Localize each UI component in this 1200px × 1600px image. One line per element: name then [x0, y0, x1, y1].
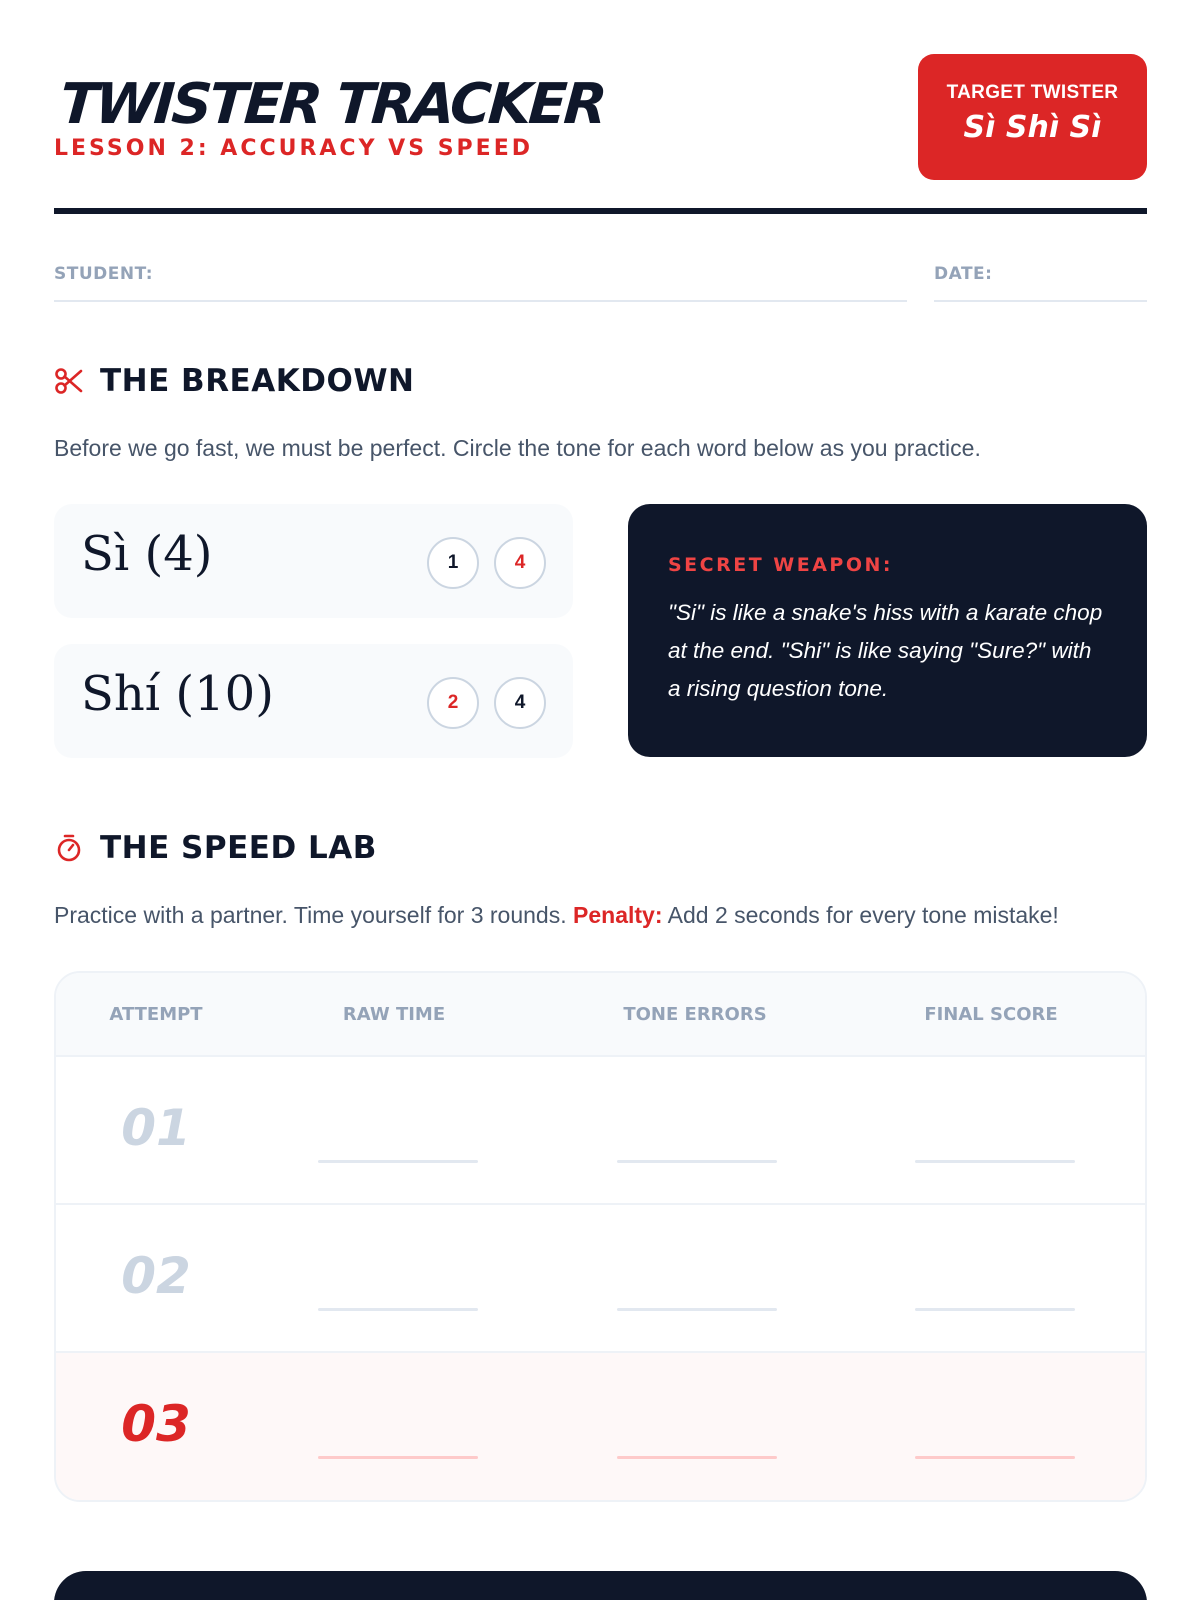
breakdown-title: THE BREAKDOWN: [100, 363, 415, 399]
speed-lab-description: [54, 902, 1059, 929]
speed-lab-instructions: Practice with a partner. Time yourself for 3 rounds.: [54, 902, 567, 928]
raw-time-blank[interactable]: [318, 1160, 478, 1163]
table-header: [56, 973, 1145, 1057]
penalty-text: Add 2 seconds for every tone mistake!: [667, 902, 1059, 928]
stopwatch-icon: [54, 833, 84, 863]
student-label: STUDENT:: [54, 264, 154, 284]
raw-time-blank[interactable]: [318, 1308, 478, 1311]
column-tone-errors: TONE ERRORS: [623, 1004, 767, 1025]
scissors-icon: [54, 366, 84, 396]
tone-option-1[interactable]: 1: [427, 537, 479, 589]
final-score-blank[interactable]: [915, 1456, 1075, 1459]
column-final-score: FINAL SCORE: [924, 1004, 1058, 1025]
target-twister-label: TARGET TWISTER: [946, 82, 1119, 103]
tone-option-2[interactable]: 2: [427, 677, 479, 729]
table-row-highlighted: [56, 1353, 1145, 1501]
final-score-blank[interactable]: [915, 1160, 1075, 1163]
breakdown-description: Before we go fast, we must be perfect. Circle the tone for each word below as you practice.: [54, 435, 981, 461]
word-card-si: [54, 504, 573, 618]
secret-weapon-tip: [628, 504, 1147, 757]
date-label: DATE:: [934, 264, 993, 284]
lesson-subtitle: LESSON 2: ACCURACY VS SPEED: [54, 136, 533, 161]
attempt-number: 01: [121, 1099, 191, 1157]
word-card-shi: [54, 644, 573, 758]
student-field[interactable]: [54, 264, 907, 302]
table-row: [56, 1205, 1145, 1353]
speed-lab-table: [54, 971, 1147, 1502]
tone-errors-blank[interactable]: [617, 1308, 777, 1311]
speed-lab-title: THE SPEED LAB: [100, 830, 377, 866]
word-si: Sì (4): [81, 526, 213, 582]
breakdown-heading: [54, 363, 414, 399]
header: [54, 0, 1147, 214]
tip-label: SECRET WEAPON:: [668, 554, 894, 576]
tip-text: "Si" is like a snake's hiss with a karate chop at the end. "Shi" is like saying "Sure?" with a rising question tone.: [668, 600, 1103, 701]
tone-option-4[interactable]: 4: [494, 677, 546, 729]
penalty-label: Penalty:: [573, 902, 663, 928]
attempt-number: 02: [121, 1247, 191, 1305]
column-attempt: ATTEMPT: [109, 1004, 203, 1025]
footer-bar: [54, 1571, 1147, 1600]
raw-time-blank[interactable]: [318, 1456, 478, 1459]
column-raw-time: RAW TIME: [342, 1004, 446, 1025]
final-score-blank[interactable]: [915, 1308, 1075, 1311]
worksheet-page: [54, 0, 1147, 1600]
tone-errors-blank[interactable]: [617, 1456, 777, 1459]
attempt-number: 03: [121, 1395, 191, 1453]
table-row: [56, 1057, 1145, 1205]
tone-option-4[interactable]: 4: [494, 537, 546, 589]
target-twister-badge: [918, 54, 1147, 180]
page-title: TWISTER TRACKER: [57, 72, 607, 137]
date-field[interactable]: [934, 264, 1147, 302]
word-shi: Shí (10): [81, 666, 274, 722]
target-twister-value: Sì Shì Sì: [963, 110, 1102, 145]
tone-errors-blank[interactable]: [617, 1160, 777, 1163]
speed-lab-heading: [54, 830, 377, 866]
